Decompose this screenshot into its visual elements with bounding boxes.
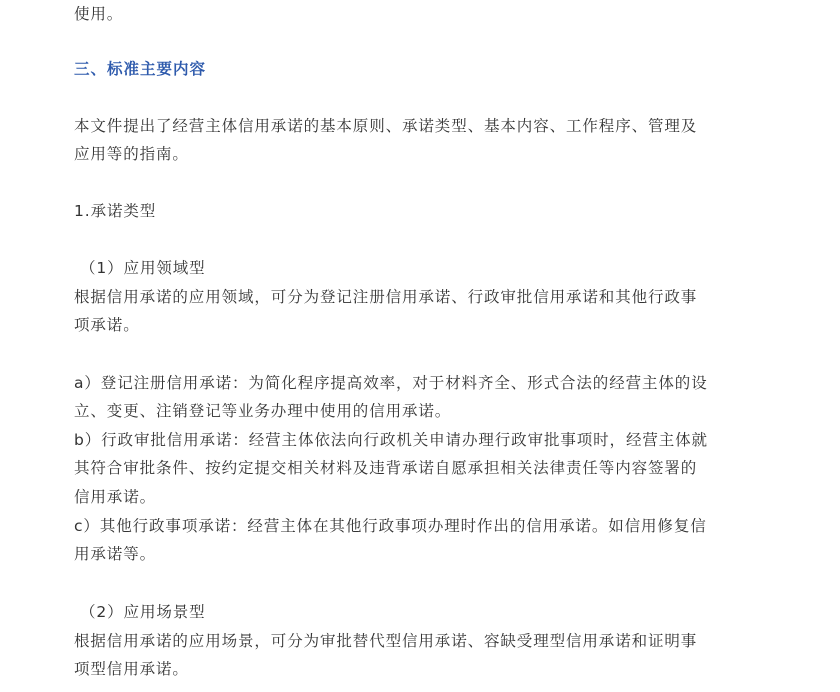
item-b-line: 信用承诺。 [74, 488, 157, 506]
item-a-line: 立、变更、注销登记等业务办理中使用的信用承诺。 [74, 402, 452, 420]
summary-line: 本文件提出了经营主体信用承诺的基本原则、承诺类型、基本内容、工作程序、管理及 [74, 117, 698, 135]
type2-desc-line: 根据信用承诺的应用场景，可分为审批替代型信用承诺、容缺受理型信用承诺和证明事 [74, 632, 698, 650]
type1-desc-line: 项承诺。 [74, 316, 140, 334]
summary-line: 应用等的指南。 [74, 145, 189, 163]
item-b-line: b）行政审批信用承诺：经营主体依法向行政机关申请办理行政审批事项时，经营主体就 [74, 431, 708, 449]
type1-title: （1）应用领域型 [80, 259, 206, 277]
type2-title: （2）应用场景型 [80, 603, 206, 621]
subheading-commitment-types: 1.承诺类型 [74, 202, 157, 220]
intro-tail-text: 使用。 [74, 5, 124, 23]
section-heading: 三、标准主要内容 [74, 60, 207, 78]
type1-desc-line: 根据信用承诺的应用领域，可分为登记注册信用承诺、行政审批信用承诺和其他行政事 [74, 288, 698, 306]
item-c-line: 用承诺等。 [74, 545, 157, 563]
item-b-line: 其符合审批条件、按约定提交相关材料及违背承诺自愿承担相关法律责任等内容签署的 [74, 459, 698, 477]
item-a-line: a）登记注册信用承诺：为简化程序提高效率，对于材料齐全、形式合法的经营主体的设 [74, 374, 708, 392]
type2-desc-line: 项型信用承诺。 [74, 660, 189, 678]
item-c-line: c）其他行政事项承诺：经营主体在其他行政事项办理时作出的信用承诺。如信用修复信 [74, 517, 707, 535]
